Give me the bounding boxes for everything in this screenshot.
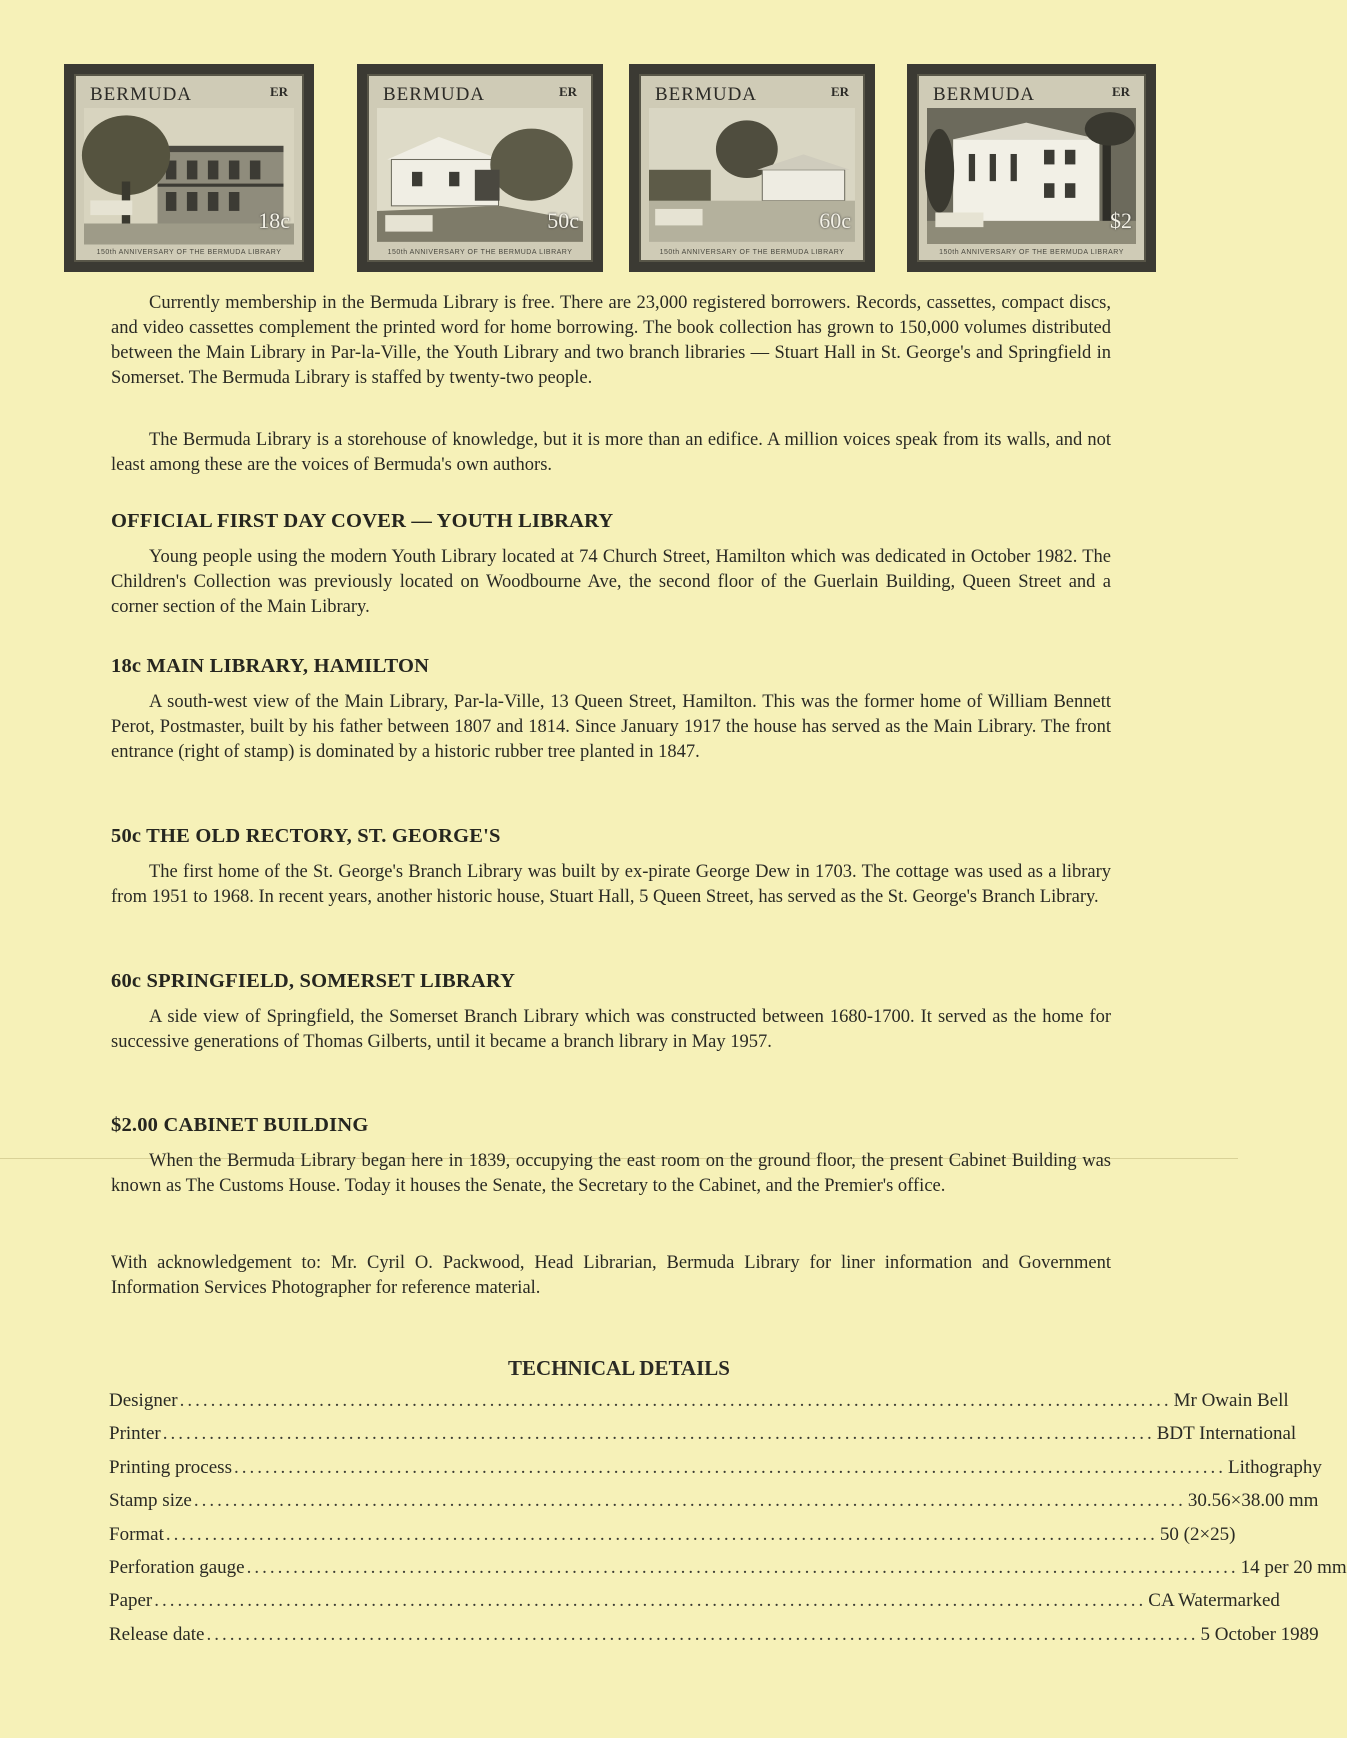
tech-value: Lithography (1227, 1456, 1322, 1478)
tech-value: 5 October 1989 (1200, 1623, 1319, 1645)
stamp-country-label: BERMUDA (933, 84, 1036, 105)
section-body: The first home of the St. George's Branch Library was built by ex-pirate George Dew in 1703. The cottage was used as a library from 1951 to 1968. In recent years, another historic house, Stuart Hall, 5 Queen Street, has served as the St. George's Branch Library. (111, 862, 1111, 907)
dot-leader: ................................................................................................................................ (246, 1556, 1239, 1578)
stamp-value: 18c (258, 208, 290, 233)
tech-label: Paper (109, 1590, 153, 1612)
tech-row-printing-process (109, 1456, 1322, 1490)
tech-value: 30.56×38.00 mm (1187, 1490, 1319, 1512)
tech-row-printer (109, 1423, 1297, 1456)
tech-row-release-date (109, 1623, 1319, 1657)
tech-row-format (109, 1523, 1236, 1557)
tech-label: Format (109, 1523, 164, 1545)
tech-row-designer (109, 1390, 1289, 1423)
stamp-country-label: BERMUDA (383, 84, 486, 105)
tech-label: Designer (109, 1390, 178, 1411)
dot-leader: ................................................................................................................................ (179, 1390, 1172, 1411)
acknowledgement-block (111, 1251, 1111, 1301)
tech-label: Stamp size (109, 1490, 192, 1512)
stamp-caption: 150th ANNIVERSARY OF THE BERMUDA LIBRARY (659, 249, 845, 256)
stamp-value: 60c (819, 208, 851, 233)
tech-row-stamp-size (109, 1490, 1319, 1523)
stamp-caption: 150th ANNIVERSARY OF THE BERMUDA LIBRARY (96, 249, 282, 256)
acknowledgement-text: With acknowledgement to: Mr. Cyril O. Packwood, Head Librarian, Bermuda Library for liner information and Government Information Services Photographer for reference material. (111, 1253, 1111, 1298)
section-main-library (111, 655, 1111, 765)
stamp-18c (64, 64, 314, 272)
dot-leader: ................................................................................................................................ (206, 1623, 1199, 1645)
stamp-country-label: BERMUDA (90, 84, 193, 105)
tech-value: BDT International (1156, 1423, 1297, 1445)
stamp-caption: 150th ANNIVERSARY OF THE BERMUDA LIBRARY (387, 249, 573, 256)
section-heading: 50c THE OLD RECTORY, ST. GEORGE'S (111, 825, 501, 847)
intro-block (111, 291, 1111, 391)
tech-value: CA Watermarked (1148, 1590, 1280, 1612)
stamp-strip (64, 64, 1156, 272)
section-springfield (111, 970, 1111, 1055)
tech-row-paper (109, 1590, 1280, 1623)
tech-value: Mr Owain Bell (1173, 1390, 1289, 1411)
stamp-2-dollar (907, 64, 1156, 272)
dot-leader: ................................................................................................................................ (233, 1456, 1226, 1478)
section-heading: OFFICIAL FIRST DAY COVER — YOUTH LIBRARY (111, 510, 614, 532)
section-body: A south-west view of the Main Library, Par-la-Ville, 13 Queen Street, Hamilton. This was the former home of William Bennett Perot, Postmaster, built by his father between 1807 and 1814. Since January 1917 the house has served as the Main Library. The front entrance (right of stamp) is dominated by a historic rubber tree planted in 1847. (111, 692, 1111, 762)
tech-label: Release date (109, 1623, 205, 1645)
section-body: A side view of Springfield, the Somerset Branch Library which was constructed between 1680-1700. It served as the home for successive generations of Thomas Gilberts, until it became a branch library in May 1957. (111, 1007, 1111, 1052)
stamp-caption: 150th ANNIVERSARY OF THE BERMUDA LIBRARY (939, 249, 1124, 256)
royal-cypher: ER (558, 84, 577, 99)
stamp-50c (357, 64, 603, 272)
section-cabinet-building (111, 1114, 1111, 1199)
dot-leader: ................................................................................................................................ (193, 1490, 1186, 1512)
section-body: When the Bermuda Library began here in 1839, occupying the east room on the ground floor, the present Cabinet Building was known as The Customs House. Today it houses the Senate, the Secretary to the Cabinet, and the Premier's office. (111, 1151, 1111, 1196)
royal-cypher: ER (269, 84, 288, 99)
technical-details-title: TECHNICAL DETAILS (508, 1356, 730, 1380)
tech-label: Perforation gauge (109, 1556, 245, 1578)
royal-cypher: ER (1111, 84, 1130, 99)
tech-row-perforation (109, 1556, 1347, 1590)
section-body: Young people using the modern Youth Library located at 74 Church Street, Hamilton which was dedicated in October 1982. The Children's Collection was previously located on Woodbourne Ave, the second floor of the Guerlain Building, Queen Street and a corner section of the Main Library. (111, 547, 1111, 617)
royal-cypher: ER (830, 84, 849, 99)
section-heading: 60c SPRINGFIELD, SOMERSET LIBRARY (111, 970, 516, 992)
stamp-country-label: BERMUDA (655, 84, 758, 105)
tech-value: 14 per 20 mm (1240, 1556, 1347, 1578)
dot-leader: ................................................................................................................................ (162, 1423, 1155, 1445)
stamp-value: $2 (1110, 208, 1132, 233)
intro-paragraph: Currently membership in the Bermuda Library is free. There are 23,000 registered borrowers. Records, cassettes, compact discs, and video cassettes complement the printed word for home borrowing. The book collection has grown to 150,000 volumes distributed between the Main Library in Par-la-Ville, the Youth Library and two branch libraries — Stuart Hall in St. George's and Springfield in Somerset. The Bermuda Library is staffed by twenty-two people. (111, 293, 1111, 388)
section-heading: 18c MAIN LIBRARY, HAMILTON (111, 655, 430, 677)
section-first-day-cover (111, 510, 1111, 620)
section-old-rectory (111, 825, 1111, 910)
stamp-value: 50c (547, 208, 579, 233)
tech-label: Printer (109, 1423, 161, 1445)
intro-paragraph: The Bermuda Library is a storehouse of knowledge, but it is more than an edifice. A million voices speak from its walls, and not least among these are the voices of Bermuda's own authors. (111, 430, 1111, 475)
section-heading: $2.00 CABINET BUILDING (111, 1114, 369, 1136)
cabinet-building-illustration (927, 108, 1136, 244)
technical-details-table (109, 1390, 1347, 1657)
dot-leader: ................................................................................................................................ (154, 1590, 1147, 1612)
tech-label: Printing process (109, 1456, 232, 1478)
tech-value: 50 (2×25) (1159, 1523, 1236, 1545)
dot-leader: ................................................................................................................................ (165, 1523, 1158, 1545)
intro-block-2 (111, 428, 1111, 478)
stamp-60c (629, 64, 875, 272)
